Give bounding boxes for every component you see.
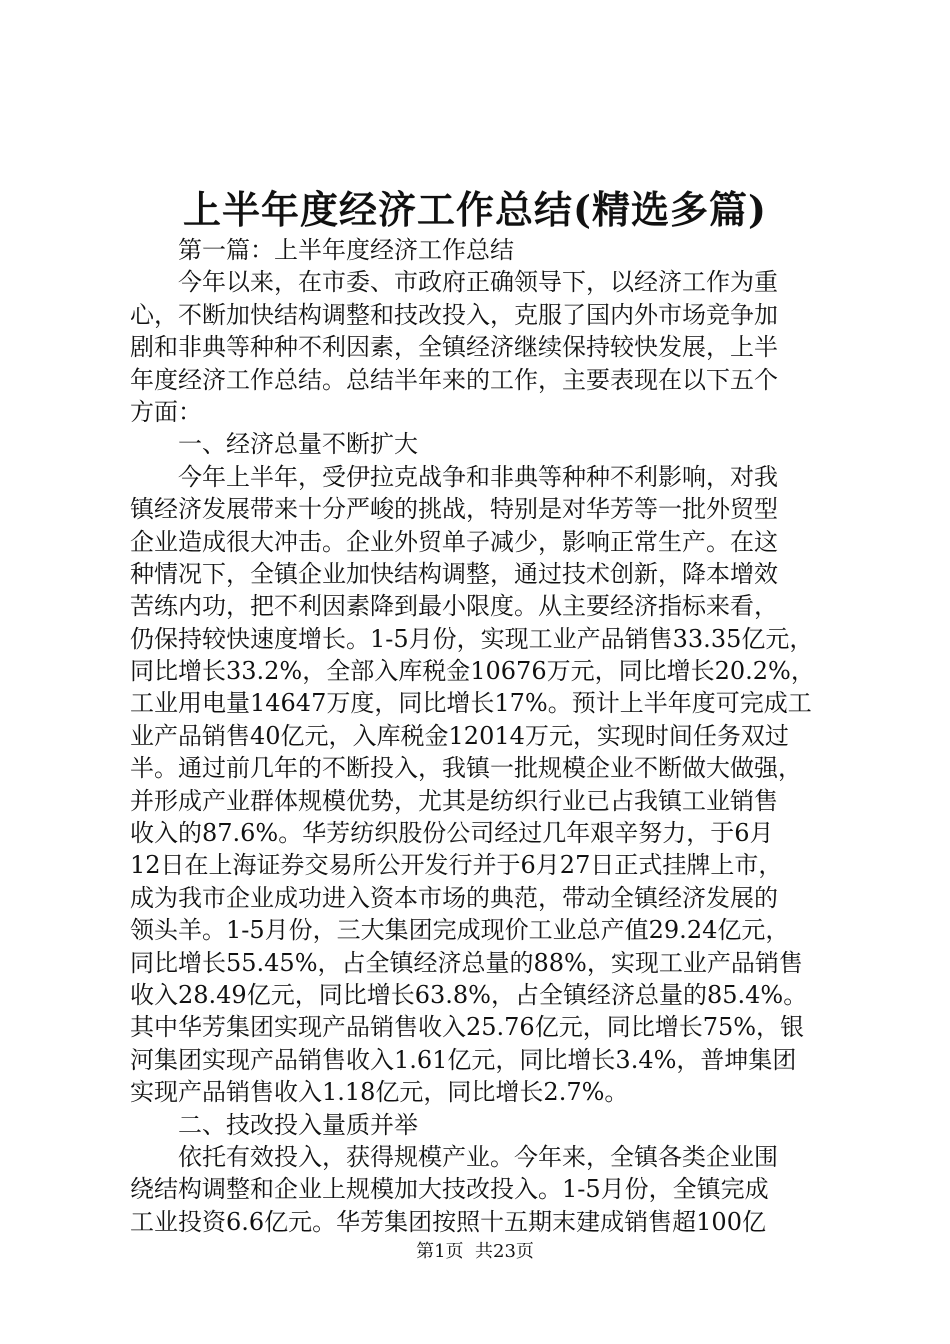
text-line: 河集团实现产品销售收入1.61亿元，同比增长3.4%，普坤集团 <box>130 1045 797 1074</box>
document-body <box>130 234 830 1238</box>
paragraph-start-line: 依托有效投入，获得规模产业。今年来，全镇各类企业围 <box>178 1142 778 1171</box>
text-line: 种情况下，全镇企业加快结构调整，通过技术创新，降本增效 <box>130 559 778 588</box>
text-line: 剧和非典等种种不利因素，全镇经济继续保持较快发展，上半 <box>130 333 778 362</box>
paragraph-start-line: 今年上半年，受伊拉克战争和非典等种种不利影响，对我 <box>178 462 778 491</box>
document-title: 上半年度经济工作总结(精选多篇) <box>183 187 767 232</box>
text-line: 同比增长55.45%，占全镇经济总量的88%，实现工业产品销售 <box>130 948 803 977</box>
page-footer <box>0 1240 950 1264</box>
paragraph-start-line: 一、经济总量不断扩大 <box>178 430 418 459</box>
paragraph-start-line: 二、技改投入量质并举 <box>178 1110 418 1139</box>
text-line: 收入的87.6%。华芳纺织股份公司经过几年艰辛努力，于6月 <box>130 819 774 848</box>
text-line: 业产品销售40亿元，入库税金12014万元，实现时间任务双过 <box>130 721 789 750</box>
text-line: 心，不断加快结构调整和技改投入，克服了国内外市场竞争加 <box>130 300 778 329</box>
paragraph-start-line: 第一篇：上半年度经济工作总结 <box>178 236 514 264</box>
text-line: 半。通过前几年的不断投入，我镇一批规模企业不断做大做强， <box>130 754 802 783</box>
text-line: 绕结构调整和企业上规模加大技改投入。1-5月份，全镇完成 <box>130 1175 769 1204</box>
text-line: 苦练内功，把不利因素降到最小限度。从主要经济指标来看， <box>130 592 778 621</box>
text-line: 年度经济工作总结。总结半年来的工作，主要表现在以下五个 <box>130 365 778 394</box>
text-line: 领头羊。1-5月份，三大集团完成现价工业总产值29.24亿元， <box>130 916 790 945</box>
text-line: 并形成产业群体规模优势，尤其是纺织行业已占我镇工业销售 <box>130 786 778 815</box>
text-line: 镇经济发展带来十分严峻的挑战，特别是对华芳等一批外贸型 <box>130 495 778 524</box>
text-line: 工业投资6.6亿元。华芳集团按照十五期末建成销售超100亿 <box>130 1207 766 1236</box>
text-line: 企业造成很大冲击。企业外贸单子减少，影响正常生产。在这 <box>130 527 778 556</box>
text-line: 成为我市企业成功进入资本市场的典范，带动全镇经济发展的 <box>130 883 778 912</box>
paragraph-start-line: 今年以来，在市委、市政府正确领导下，以经济工作为重 <box>178 268 778 297</box>
text-line: 仍保持较快速度增长。1-5月份，实现工业产品销售33.35亿元， <box>130 624 814 653</box>
text-line: 同比增长33.2%，全部入库税金10676万元，同比增长20.2%， <box>130 657 815 686</box>
text-line: 收入28.49亿元，同比增长63.8%，占全镇经济总量的85.4%。 <box>130 980 808 1009</box>
text-line: 实现产品销售收入1.18亿元，同比增长2.7%。 <box>130 1078 629 1107</box>
text-line: 其中华芳集团实现产品销售收入25.76亿元，同比增长75%，银 <box>130 1013 805 1042</box>
text-line: 工业用电量14647万度，同比增长17%。预计上半年度可完成工 <box>130 689 812 718</box>
page-number: 第1页 <box>416 1241 464 1262</box>
page-total: 共23页 <box>475 1241 534 1262</box>
text-line: 12日在上海证券交易所公开发行并于6月27日正式挂牌上市， <box>130 851 783 880</box>
text-line: 方面： <box>130 397 202 426</box>
